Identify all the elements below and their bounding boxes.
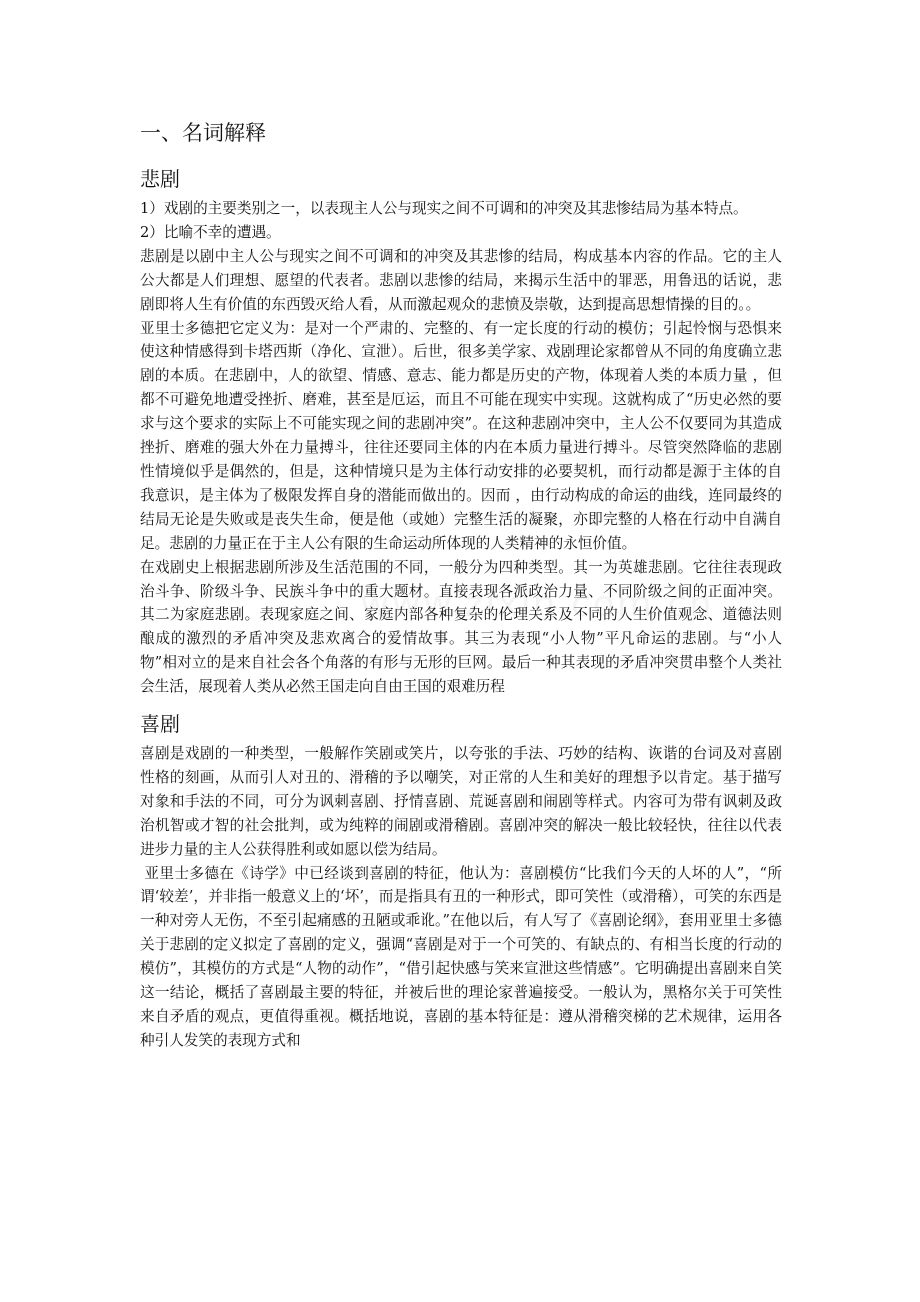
tragedy-paragraph-types: 在戏剧史上根据悲剧所涉及生活范围的不同，一般分为四种类型。其一为英雄悲剧。它往往表现政治斗争、阶级斗争、民族斗争中的重大题材。直接表现各派政治力量、不同阶级之间的正面冲突。其二为家庭悲剧。表现家庭之间、家庭内部各种复杂的伦理关系及不同的人生价值观念、道德法则酿成的激烈的矛盾冲突及悲欢离合的爱情故事。其三为表现“小人物”平凡命运的悲剧。与“小人物”相对立的是来自社会各个角落的有形与无形的巨网。最后一种其表现的矛盾冲突贯串整个人类社会生活，展现着人类从必然王国走向自由王国的艰难历程 bbox=[140, 558, 782, 696]
tragedy-paragraph-aristotle: 亚里士多德把它定义为：是对一个严肃的、完整的、有一定长度的行动的模仿；引起怜悯与恐惧来使这种情感得到卡塔西斯（净化、宣泄）。后世，很多美学家、戏剧理论家都曾从不同的角度确立悲剧的本质。在悲剧中，人的欲望、情感、意志、能力都是历史的产物，体现着人类的本质力量 ，但都不可避免地遭受挫折、磨难，甚至是厄运，而且不可能在现实中实现。这就构成了“历史必然的要求与这个要求的实际上不可能实现之间的悲剧冲突”。在这种悲剧冲突中，主人公不仅要同为其造成挫折、磨难的强大外在力量搏斗，往往还要同主体的内在本质力量进行搏斗。尽管突然降临的悲剧性情境似乎是偶然的，但是，这种情境只是为主体行动安排的必要契机，而行动都是源于主体的自我意识，是主体为了极限发挥自身的潜能而做出的。因而 ，由行动构成的命运的曲线，连同最终的结局无论是失败或是丧失生命，便是他（或她）完整生活的凝聚，亦即完整的人格在行动中自满自足。悲剧的力量正在于主人公有限的生命运动所体现的人类精神的永恒价值。 bbox=[140, 319, 782, 552]
comedy-paragraph-intro: 喜剧是戏剧的一种类型，一般解作笑剧或笑片，以夸张的手法、巧妙的结构、诙谐的台词及对喜剧性格的刻画，从而引人对丑的、滑稽的予以嘲笑，对正常的人生和美好的理想予以肯定。基于描写对象和手法的不同，可分为讽刺喜剧、抒情喜剧、荒诞喜剧和闹剧等样式。内容可为带有讽刺及政治机智或才智的社会批判，或为纯粹的闹剧或滑稽剧。喜剧冲突的解决一般比较轻快，往往以代表进步力量的主人公获得胜利或如愿以偿为结局。 bbox=[140, 745, 782, 858]
term-title-comedy: 喜剧 bbox=[140, 712, 180, 737]
watermark bbox=[360, 584, 714, 625]
tragedy-paragraph-intro: 悲剧是以剧中主人公与现实之间不可调和的冲突及其悲惨的结局，构成基本内容的作品。它的主人公大都是人们理想、愿望的代表者。悲剧以悲惨的结局，来揭示生活中的罪恶，用鲁迅的话说，悲剧即将人生有价值的东西毁灭给人看，从而激起观众的悲愤及崇敬，达到提高思想情操的目的。。 bbox=[140, 247, 782, 313]
tragedy-definition-1: 1）戏剧的主要类别之一，以表现主人公与现实之间不可调和的冲突及其悲惨结局为基本特点。 bbox=[140, 200, 748, 217]
section-heading: 一、名词解释 bbox=[140, 121, 266, 145]
comedy-paragraph-aristotle: 亚里士多德在《诗学》中已经谈到喜剧的特征，他认为：喜剧模仿“比我们今天的人坏的人”，“所谓‘较差’，并非指一般意义上的‘坏’，而是指具有丑的一种形式，即可笑性（或滑稽），可笑的东西是一种对旁人无伤，不至引起痛感的丑陋或乖讹。”在他以后，有人写了《喜剧论纲》，套用亚里士多德关于悲剧的定义拟定了喜剧的定义，强调“喜剧是对于一个可笑的、有缺点的、有相当长度的行动的模仿”，其模仿的方式是“人物的动作”，“借引起快感与笑来宣泄这些情感”。它明确提出喜剧来自笑这一结论，概括了喜剧最主要的特征，并被后世的理论家普遍接受。一般认为，黑格尔关于可笑性来自矛盾的观点，更值得重视。概括地说，喜剧的基本特征是：遵从滑稽突梯的艺术规律，运用各种引人发笑的表现方式和 bbox=[140, 864, 782, 1049]
term-title-tragedy: 悲剧 bbox=[140, 167, 180, 191]
tragedy-definition-2: 2）比喻不幸的遭遇。 bbox=[140, 223, 281, 241]
